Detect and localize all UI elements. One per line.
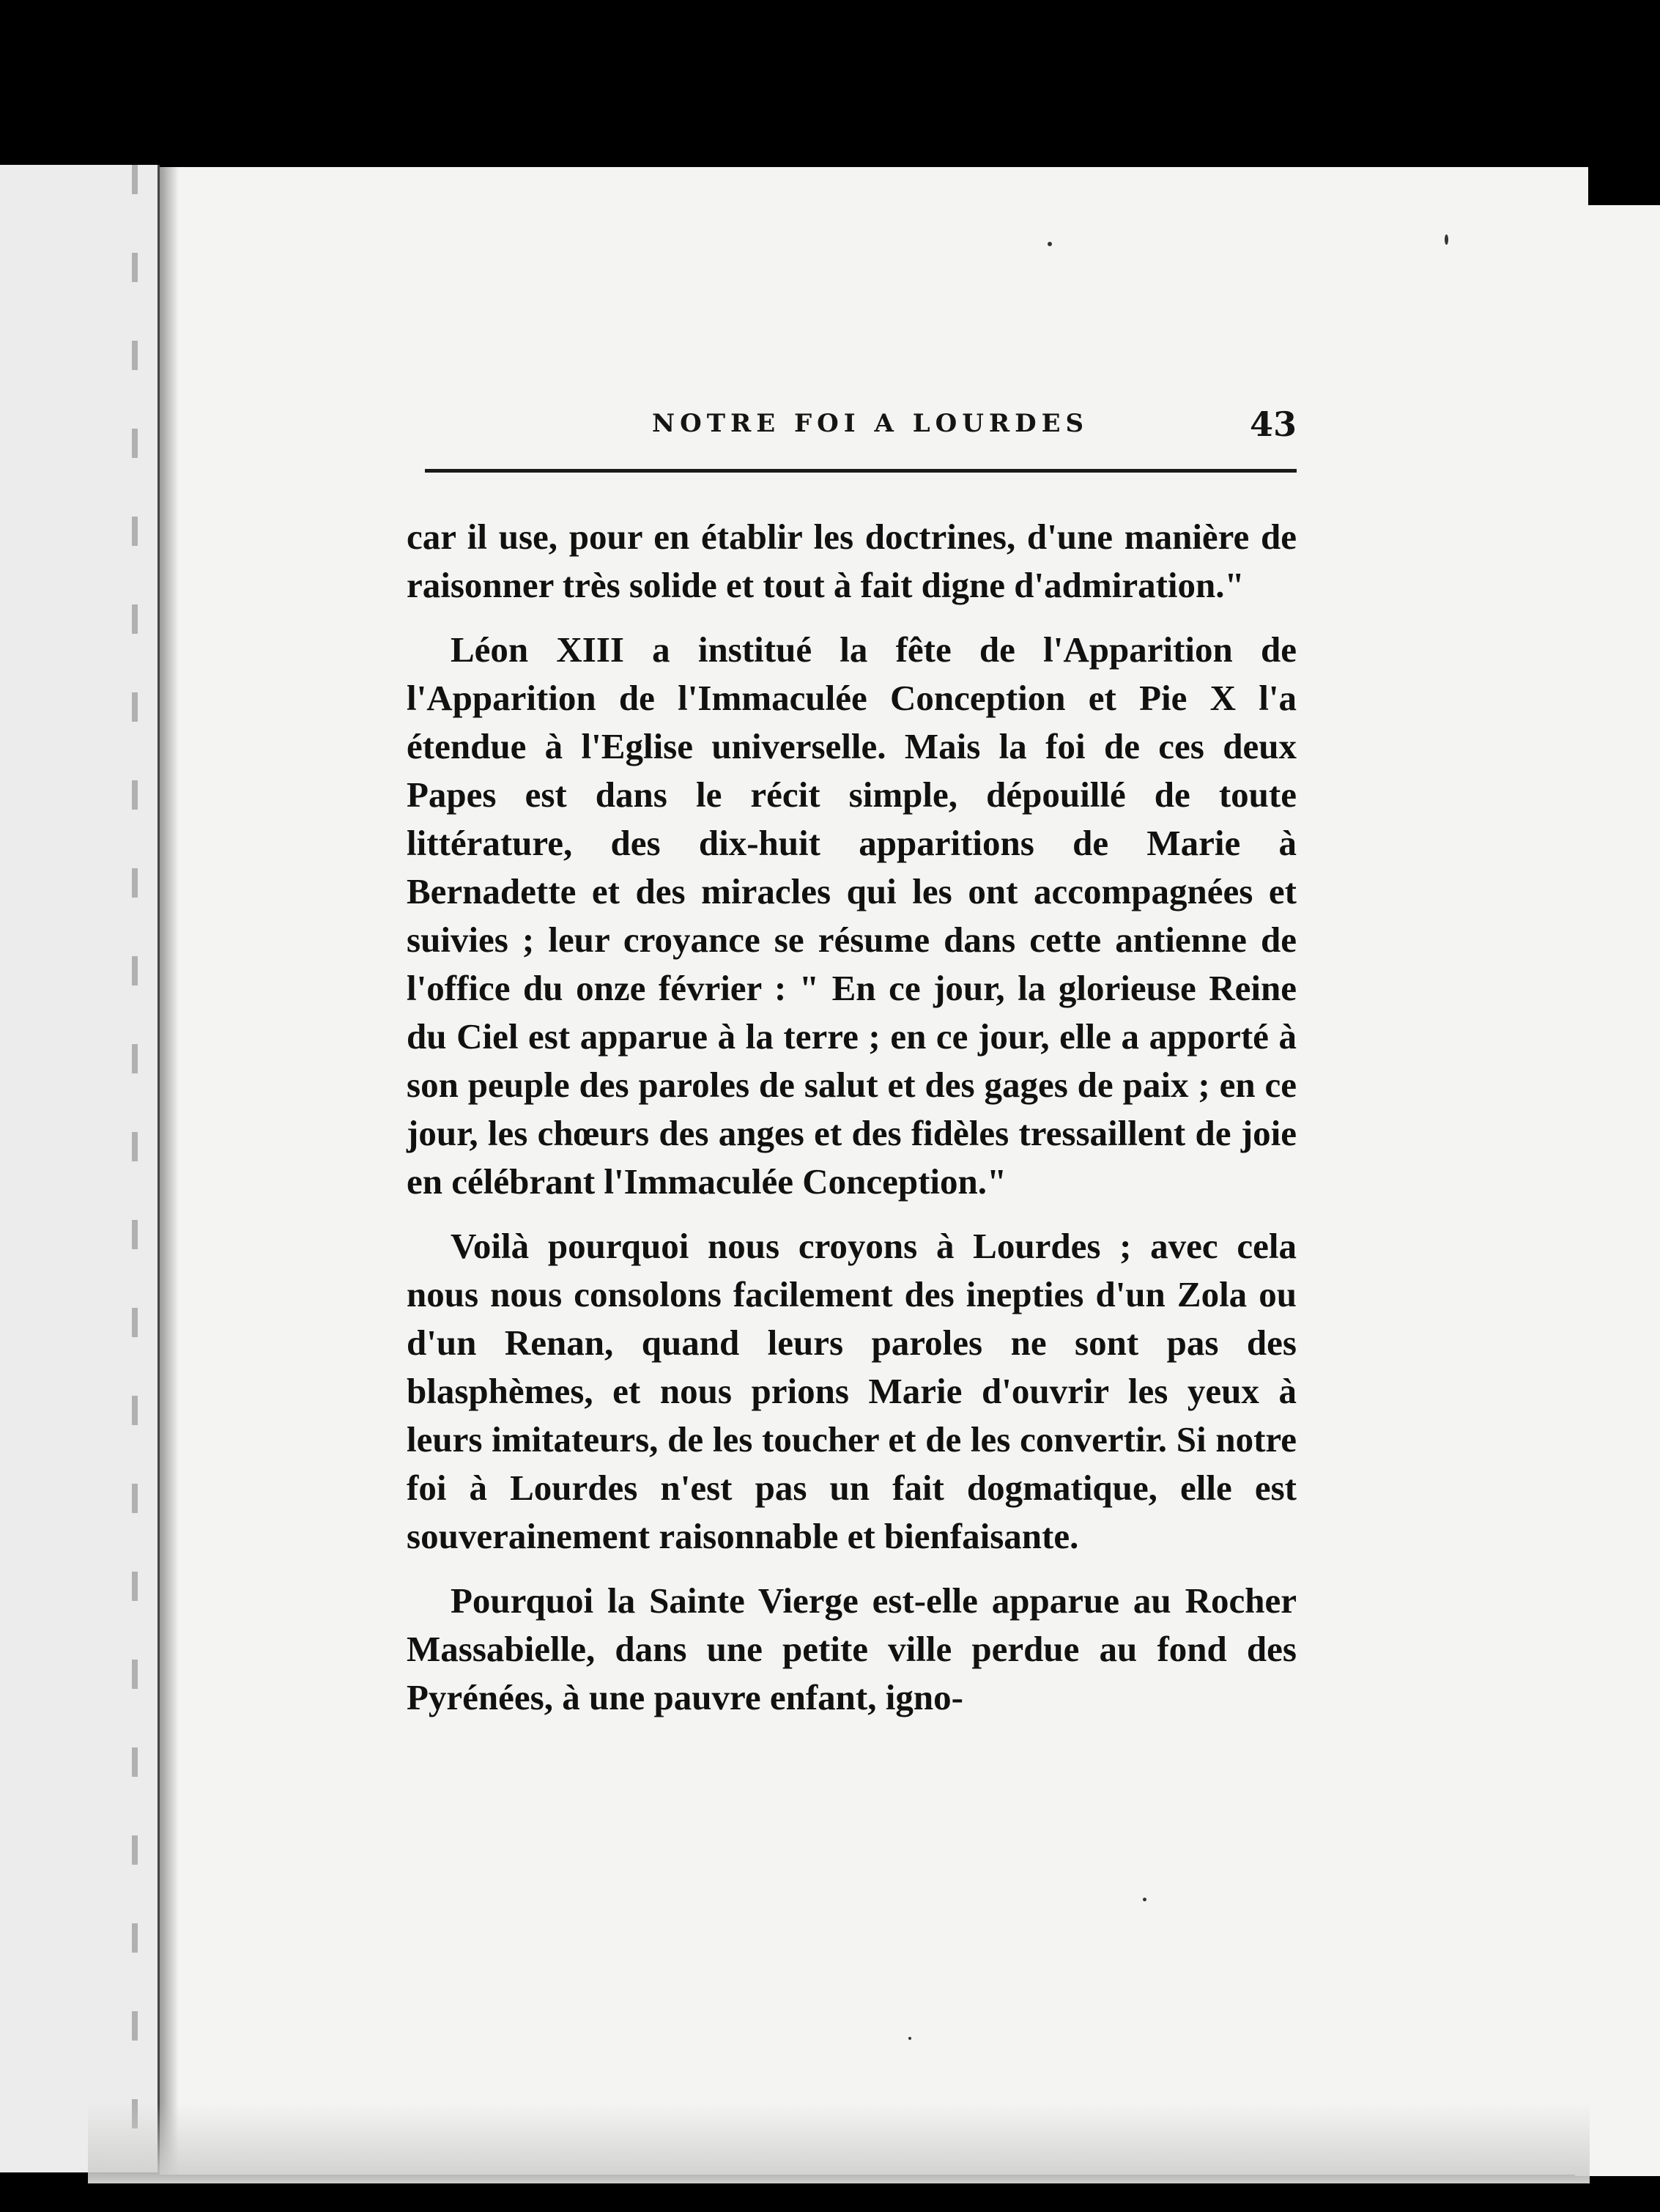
- dust-speck: [1143, 1898, 1146, 1901]
- running-head: [425, 404, 1297, 460]
- left-page-edge: [0, 165, 160, 2172]
- page-bottom-shadow: [88, 2103, 1590, 2183]
- dust-speck: [1048, 242, 1052, 246]
- paragraph-continuation: car il use, pour en établir les doctrines, d'une manière de raisonner très solide et tout à fait digne d'admiration.": [407, 517, 1297, 605]
- paragraph-voila: Voilà pourquoi nous croyons à Lourdes ; avec cela nous nous consolons facilement des inepties d'un Zola ou d'un Renan, quand leurs paroles ne sont pas des blasphèmes, et nous prions Marie d'ouvrir les yeux à leurs imitateurs, de les toucher et de les convertir. Si notre foi à Lourdes n'est pas un fait dogmatique, elle est souverainement raisonnable et bienfaisante.: [407, 1226, 1297, 1556]
- header-rule: [425, 469, 1297, 473]
- gutter-shadow: [160, 167, 179, 2175]
- dust-speck: [1445, 234, 1448, 245]
- page-number: 43: [1249, 404, 1297, 444]
- left-page-marks: [132, 165, 138, 2172]
- paragraph-pourquoi: Pourquoi la Sainte Vierge est-elle apparue au Rocher Massabielle, dans une petite ville perdue au fond des Pyrénées, à une pauvre enfant, igno-: [407, 1580, 1297, 1717]
- dust-speck: [908, 2037, 911, 2040]
- page-fore-edge: [1575, 205, 1660, 2176]
- running-title: NOTRE FOI A LOURDES: [652, 409, 1089, 438]
- body-text: [407, 513, 1297, 1738]
- paragraph-leon-xiii: Léon XIII a institué la fête de l'Apparition de l'Apparition de l'Immaculée Conception et Pie X l'a étendue à l'Eglise universelle. Mais la foi de ces deux Papes est dans le récit simple, dépouillé de toute littérature, des dix-huit apparitions de Marie à Bernadette et des miracles qui les ont accompagnées et suivies ; leur croyance se résume dans cette antienne de l'office du onze février : " En ce jour, la glorieuse Reine du Ciel est apparue à la terre ; en ce jour, elle a apporté à son peuple des paroles de salut et des gages de paix ; en ce jour, les chœurs des anges et des fidèles tressaillent de joie en célébrant l'Immaculée Conception.": [407, 629, 1297, 1202]
